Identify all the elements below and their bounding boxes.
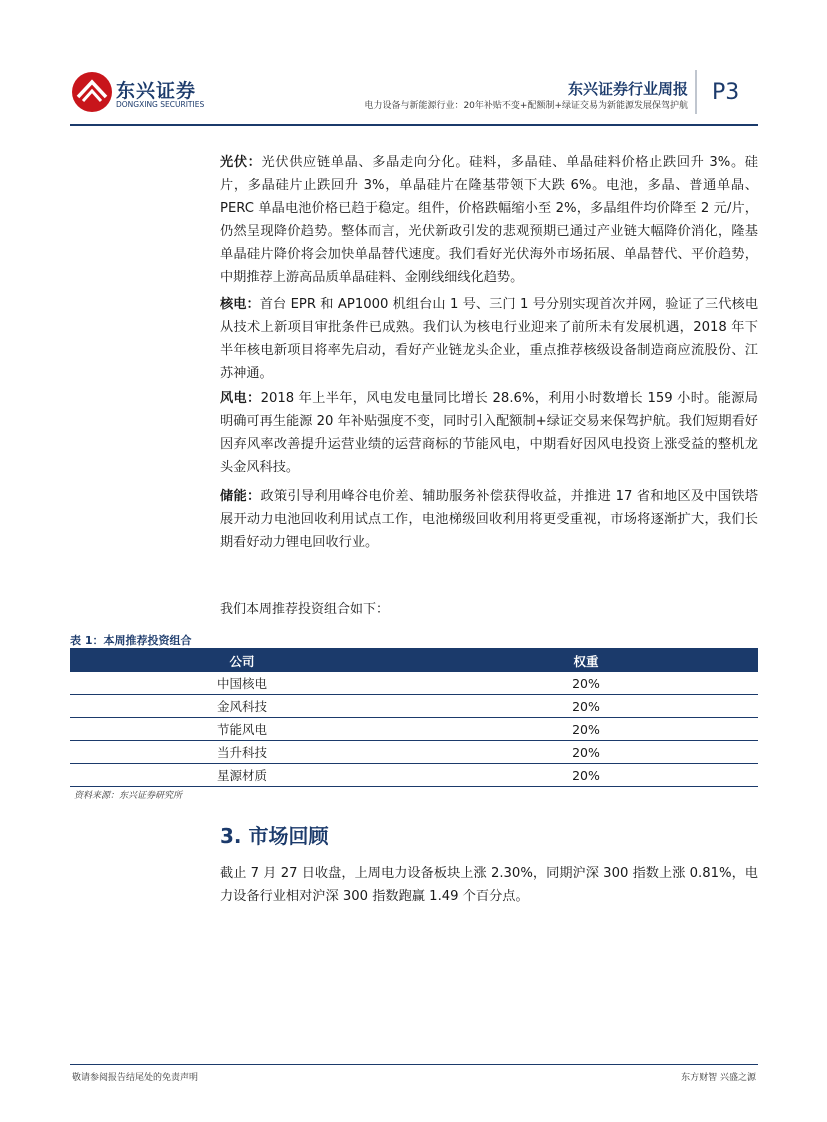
footer-disclaimer: 敬请参阅报告结尾处的免责声明 [72,1073,199,1083]
paragraph-body: 光伏供应链单晶、多晶走向分化。硅料，多晶硅、单晶硅料价格止跌回升 3%。硅片，多晶硅片止跌回升 3%，单晶硅片在隆基带领下大跌 6%。电池，多晶、普通单晶、PERC 单晶电池价格已趋于稳定。组件，价格跌幅缩小至 2%，多晶组件均价降至 2 元/片，仍然呈现降价趋势。整体而言，光伏新政引发的悲观预期已通过产业链大幅降价消化，隆基单晶硅片降价将会加快单晶替代速度。我们看好光伏海外市场拓展、单晶替代、平价趋势，中期推荐上游高品质单晶硅料、金刚线细线化趋势。 [220,155,758,285]
portfolio-table [70,650,758,787]
page-number: P3 [712,80,740,105]
paragraph-lead: 核电： [220,297,260,312]
logo-mark-icon [70,70,114,114]
weight-cell: 20% [414,764,758,787]
company-cell: 节能风电 [70,718,414,741]
report-title: 东兴证券行业周报 [567,80,688,98]
table-caption: 表 1：本周推荐投资组合 [70,634,192,647]
weight-cell: 20% [414,741,758,764]
header-rule [70,124,758,126]
table-row [70,718,758,741]
paragraph-lead: 光伏： [220,155,262,170]
paragraph-pv [220,151,758,289]
paragraph-body: 2018 年上半年，风电发电量同比增长 28.6%，利用小时数增长 159 小时。能源局明确可再生能源 20 年补贴强度不变，同时引入配额制+绿证交易来保驾护航。我们短期看好因弃风率改善提升运营业绩的运营商标的节能风电，中期看好因风电投资上涨受益的整机龙头金风科技。 [220,391,758,475]
column-header-weight: 权重 [414,650,758,672]
paragraph-lead: 储能： [220,489,261,504]
column-header-company: 公司 [70,650,414,672]
header-divider [695,70,697,114]
logo-text-cn: 东兴证券 [116,80,197,102]
weight-cell: 20% [414,695,758,718]
table-header-row [70,650,758,672]
company-cell: 当升科技 [70,741,414,764]
section-heading: 3. 市场回顾 [220,824,329,848]
table-row [70,741,758,764]
portfolio-intro: 我们本周推荐投资组合如下： [220,602,390,617]
table-source: 资料来源：东兴证券研究所 [74,791,183,801]
company-logo [70,70,230,118]
footer-rule [70,1064,758,1065]
paragraph-wind [220,387,758,479]
table-row [70,695,758,718]
paragraph-body: 首台 EPR 和 AP1000 机组台山 1 号、三门 1 号分别实现首次并网，验证了三代核电从技术上新项目审批条件已成熟。我们认为核电行业迎来了前所未有发展机遇，2018 年下半年核电新项目将率先启动，看好产业链龙头企业，重点推荐核级设备制造商应流股份、江苏神通。 [220,297,759,381]
report-subtitle: 电力设备与新能源行业：20年补贴不变+配额制+绿证交易为新能源发展保驾护航 [364,101,688,111]
company-cell: 星源材质 [70,764,414,787]
paragraph-nuclear [220,293,758,385]
paragraph-body: 政策引导利用峰谷电价差、辅助服务补偿获得收益，并推进 17 省和地区及中国铁塔展开动力电池回收利用试点工作，电池梯级回收利用将更受重视，市场将逐渐扩大，我们长期看好动力锂电回收行业。 [220,489,758,550]
logo-text-en: DONGXING SECURITIES [116,100,205,109]
market-review-paragraph: 截止 7 月 27 日收盘，上周电力设备板块上涨 2.30%，同期沪深 300 指数上涨 0.81%，电力设备行业相对沪深 300 指数跑赢 1.49 个百分点。 [220,866,758,904]
table-row [70,672,758,695]
company-cell: 中国核电 [70,672,414,695]
table-row [70,764,758,787]
paragraph-lead: 风电： [220,391,261,406]
company-cell: 金风科技 [70,695,414,718]
weight-cell: 20% [414,718,758,741]
footer-slogan: 东方财智 兴盛之源 [681,1073,756,1083]
weight-cell: 20% [414,672,758,695]
paragraph-storage [220,485,758,554]
